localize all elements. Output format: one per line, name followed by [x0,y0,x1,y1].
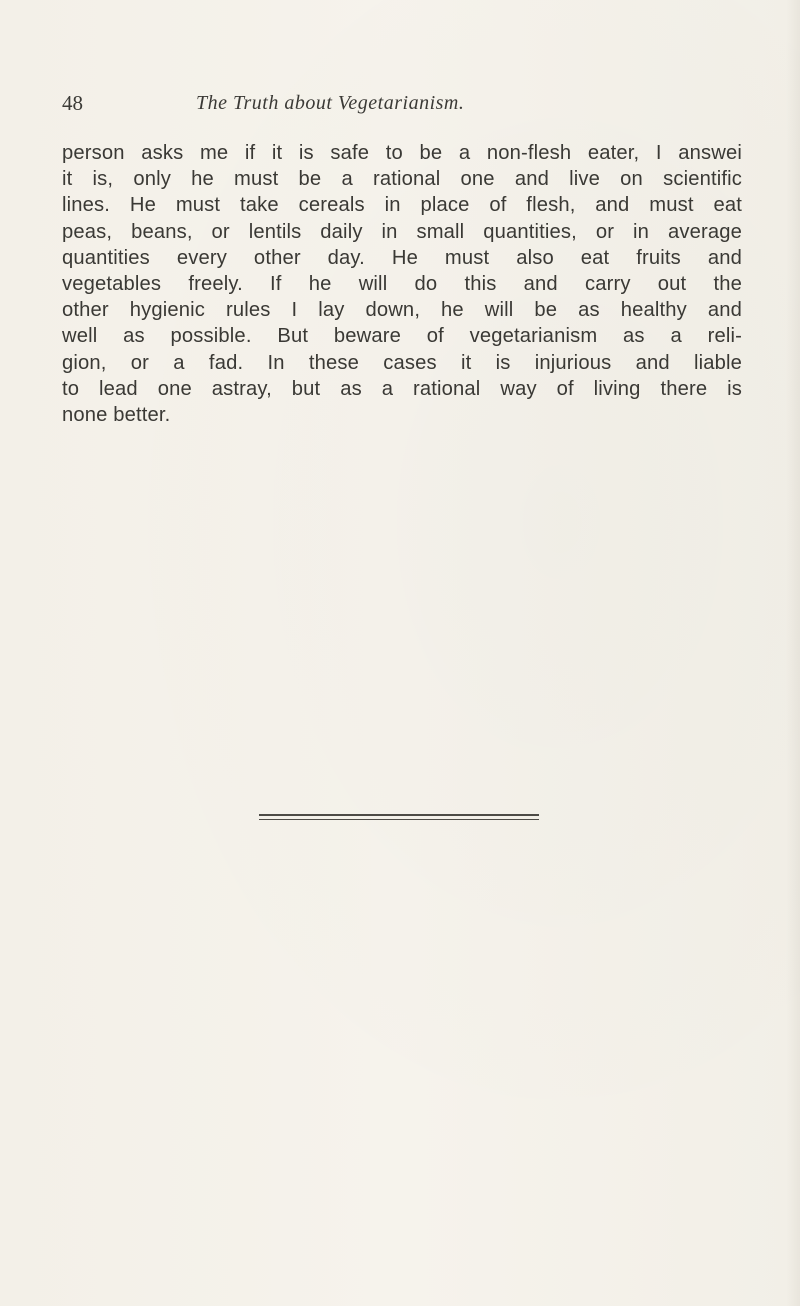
page-edge-shadow [786,0,800,1306]
text-line: vegetables freely. If he will do this and carry out the [62,273,742,296]
text-line: peas, beans, or lentils daily in small quantities, or in average [62,220,742,243]
text-line: none better. [62,404,171,427]
text-line: well as possible. But beware of vegetarianism as a reli- [62,325,742,348]
text-line: gion, or a fad. In these cases it is injurious and liable [62,351,742,374]
text-line: other hygienic rules I lay down, he will be as healthy and [62,299,742,322]
text-line: person asks me if it is safe to be a non-flesh eater, I answei [62,142,742,164]
body-paragraph [62,140,742,428]
section-divider-bottom [259,819,539,820]
section-divider-top [259,814,539,816]
text-line: quantities every other day. He must also eat fruits and [62,246,742,269]
text-line: lines. He must take cereals in place of flesh, and must eat [62,194,742,217]
text-line: to lead one astray, but as a rational way of living there is [62,377,742,400]
running-title: The Truth about Vegetarianism. [196,92,465,114]
text-line: it is, only he must be a rational one and live on scientific [62,168,742,191]
page-number: 48 [62,91,83,115]
running-head [62,90,742,120]
